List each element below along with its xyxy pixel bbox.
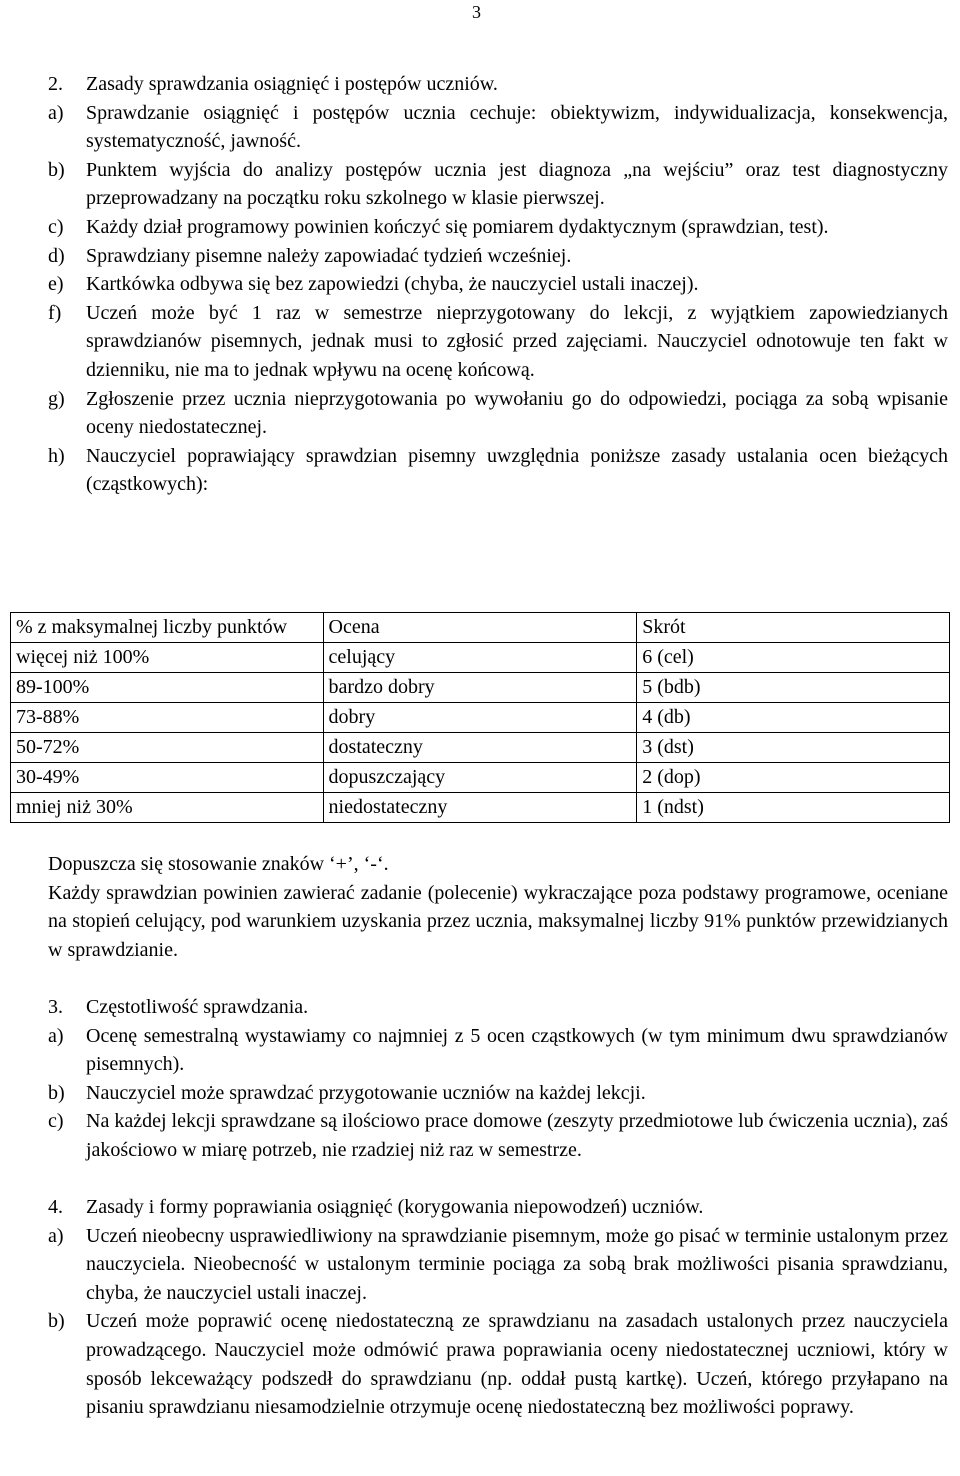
item-marker: c) (48, 1110, 64, 1133)
item-marker: e) (48, 273, 64, 296)
item-text: Ocenę semestralną wystawiamy co najmniej z 5 ocen cząstkowych (w tym minimum dwu sprawdzianów pisemnych). (86, 1024, 948, 1076)
table-row (11, 733, 950, 763)
list-item (48, 1222, 948, 1308)
list-item (48, 442, 948, 499)
table-cell: 3 (dst) (637, 733, 950, 763)
table-header-cell: Skrót (637, 613, 950, 643)
table-cell: więcej niż 100% (11, 643, 324, 673)
table-header-row (11, 613, 950, 643)
table-cell: 73-88% (11, 703, 324, 733)
section-2-heading (48, 70, 948, 99)
table-cell: bardzo dobry (323, 673, 637, 703)
table-cell: 6 (cel) (637, 643, 950, 673)
list-item (48, 385, 948, 442)
list-item (48, 1307, 948, 1421)
item-marker: c) (48, 215, 64, 238)
table-cell: 2 (dop) (637, 763, 950, 793)
table-row (11, 793, 950, 823)
item-text: Każdy dział programowy powinien kończyć się pomiarem dydaktycznym (sprawdzian, test). (86, 215, 829, 238)
table-cell: celujący (323, 643, 637, 673)
after-table (48, 850, 948, 964)
table-cell: dostateczny (323, 733, 637, 763)
section-title: Zasady sprawdzania osiągnięć i postępów uczniów. (86, 73, 498, 95)
table-cell: 89-100% (11, 673, 324, 703)
item-marker: d) (48, 244, 65, 267)
table-row (11, 673, 950, 703)
item-marker: b) (48, 158, 65, 181)
grade-table (10, 612, 950, 823)
section-title: Zasady i formy poprawiania osiągnięć (korygowania niepowodzeń) uczniów. (86, 1196, 704, 1218)
item-marker: b) (48, 1081, 65, 1104)
table-cell: 50-72% (11, 733, 324, 763)
item-text: Nauczyciel może sprawdzać przygotowanie uczniów na każdej lekcji. (86, 1081, 646, 1104)
table-header-cell: % z maksymalnej liczby punktów (11, 613, 324, 643)
item-marker: a) (48, 1024, 64, 1047)
table-cell: dopuszczający (323, 763, 637, 793)
list-item (48, 299, 948, 385)
section-4-heading (48, 1193, 948, 1222)
item-text: Na każdej lekcji sprawdzane są ilościowo prace domowe (zeszyty przedmiotowe lub ćwiczenia ucznia), zaś jakościowo w miarę potrzeb, nie rzadziej niż raz w semestrze. (86, 1110, 948, 1161)
section-3 (48, 993, 948, 1165)
extra-task-paragraph: Każdy sprawdzian powinien zawierać zadanie (polecenie) wykraczające poza podstawy programowe, oceniane na stopień celujący, pod warunkiem uzyskania przez ucznia, maksymalnej liczby 91% punktów przewidzianych w sprawdzianie. (48, 881, 948, 961)
table-cell: 4 (db) (637, 703, 950, 733)
item-marker: f) (48, 301, 62, 324)
table-cell: 5 (bdb) (637, 673, 950, 703)
table-cell: 30-49% (11, 763, 324, 793)
item-marker: a) (48, 101, 64, 124)
list-item (48, 99, 948, 156)
item-marker: g) (48, 387, 65, 410)
section-number: 2. (48, 73, 63, 95)
list-item (48, 1107, 948, 1164)
list-item (48, 1079, 948, 1108)
item-marker: b) (48, 1310, 65, 1333)
table-row (11, 763, 950, 793)
list-item (48, 242, 948, 271)
section-number: 3. (48, 996, 63, 1018)
section-3-heading (48, 993, 948, 1022)
table-row (11, 703, 950, 733)
item-marker: h) (48, 444, 65, 467)
list-item (48, 1022, 948, 1079)
item-text: Punktem wyjścia do analizy postępów ucznia jest diagnoza „na wejściu” oraz test diagnostyczny przeprowadzany na początku roku szkolnego w klasie pierwszej. (86, 158, 948, 210)
item-text: Kartkówka odbywa się bez zapowiedzi (chyba, że nauczyciel ustali inaczej). (86, 273, 699, 296)
item-text: Sprawdzanie osiągnięć i postępów ucznia cechuje: obiektywizm, indywidualizacja, konsekwencja, systematyczność, jawność. (86, 101, 948, 153)
item-text: Uczeń nieobecny usprawiedliwiony na sprawdzianie pisemnym, może go pisać w terminie ustalonym przez nauczyciela. Nieobecność w ustalonym terminie pociąga za sobą brak możliwości pisania sprawdzianu, chyba, że nauczyciel ustali inaczej. (86, 1224, 948, 1304)
table-cell: niedostateczny (323, 793, 637, 823)
page-number: 3 (472, 2, 481, 22)
list-item (48, 156, 948, 213)
item-text: Uczeń może poprawić ocenę niedostateczną ze sprawdzianu na zasadach ustalonych przez nauczyciela prowadzącego. Nauczyciel może odmówić prawa poprawiania oceny niedostatecznej uczniowi, który w sposób lekceważący podszedł do sprawdzianu (np. oddał pustą kartkę). Uczeń, którego przyłapano na pisaniu sprawdzianu niesamodzielnie otrzymuje ocenę niedostateczną bez możliwości poprawy. (86, 1310, 948, 1419)
section-2 (48, 70, 948, 499)
section-title: Częstotliwość sprawdzania. (86, 996, 309, 1018)
list-item (48, 270, 948, 299)
table-header-cell: Ocena (323, 613, 637, 643)
list-item (48, 213, 948, 242)
item-text: Uczeń może być 1 raz w semestrze nieprzygotowany do lekcji, z wyjątkiem zapowiedzianych sprawdzianów pisemnych, jednak musi to zgłosić przed zajęciami. Nauczyciel odnotowuje ten fakt w dzienniku, nie ma to jednak wpływu na ocenę końcową. (86, 301, 948, 381)
table-row (11, 643, 950, 673)
signs-note: Dopuszcza się stosowanie znaków ‘+’, ‘-‘. (48, 853, 389, 875)
item-text: Nauczyciel poprawiający sprawdzian pisemny uwzględnia poniższe zasady ustalania ocen bieżących (cząstkowych): (86, 444, 948, 496)
table-cell: dobry (323, 703, 637, 733)
item-text: Sprawdziany pisemne należy zapowiadać tydzień wcześniej. (86, 244, 572, 267)
item-text: Zgłoszenie przez ucznia nieprzygotowania po wywołaniu go do odpowiedzi, pociąga za sobą wpisanie oceny niedostatecznej. (86, 387, 948, 439)
section-number: 4. (48, 1196, 63, 1218)
section-4 (48, 1193, 948, 1422)
table-cell: mniej niż 30% (11, 793, 324, 823)
item-marker: a) (48, 1224, 64, 1247)
table-cell: 1 (ndst) (637, 793, 950, 823)
